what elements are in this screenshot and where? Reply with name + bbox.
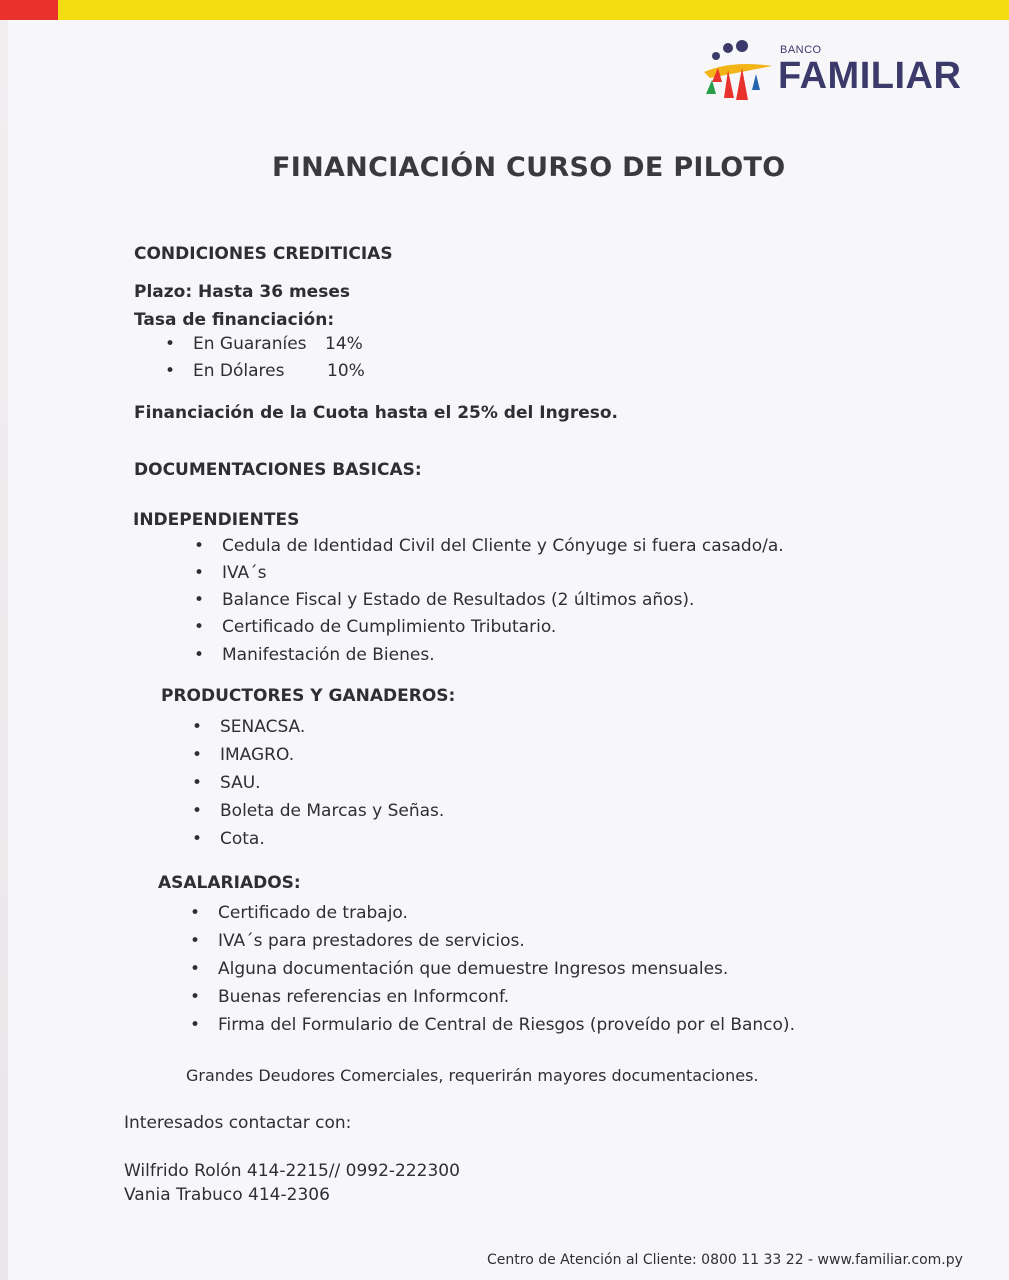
list-item: • Cota. (220, 829, 265, 849)
docs-heading: DOCUMENTACIONES BASICAS: (134, 460, 422, 480)
top-red-band (0, 0, 58, 20)
top-color-band (0, 0, 1009, 20)
list-item: • Manifestación de Bienes. (222, 645, 435, 665)
list-item: • Certificado de Cumplimiento Tributario. (222, 617, 556, 637)
contact-heading: Interesados contactar con: (124, 1113, 352, 1133)
conditions-heading: CONDICIONES CREDITICIAS (134, 244, 393, 264)
banco-familiar-logo (702, 38, 962, 110)
rate-value: 10% (327, 361, 365, 381)
list-item: • Firma del Formulario de Central de Riesgos (proveído por el Banco). (218, 1015, 795, 1035)
list-item: • Alguna documentación que demuestre Ingresos mensuales. (218, 959, 728, 979)
rate-label: En Guaraníes (193, 334, 307, 354)
footer-contact: Centro de Atención al Cliente: 0800 11 33 22 - www.familiar.com.py (487, 1252, 963, 1268)
page-edge (0, 20, 8, 1280)
contact-person: Wilfrido Rolón 414-2215// 0992-222300 (124, 1161, 460, 1181)
productores-heading: PRODUCTORES Y GANADEROS: (161, 686, 456, 706)
list-item: • Certificado de trabajo. (218, 903, 408, 923)
rate-item (193, 334, 307, 354)
list-item: • Boleta de Marcas y Señas. (220, 801, 444, 821)
list-item: • Buenas referencias en Informconf. (218, 987, 509, 1007)
logo-name-text: FAMILIAR (778, 55, 962, 97)
list-item: • IMAGRO. (220, 745, 294, 765)
asalariados-heading: ASALARIADOS: (158, 873, 301, 893)
page-title: FINANCIACIÓN CURSO DE PILOTO (272, 152, 786, 183)
rate-value: 14% (325, 334, 363, 354)
list-item: • Cedula de Identidad Civil del Cliente y Cónyuge si fuera casado/a. (222, 536, 784, 556)
contact-person: Vania Trabuco 414-2306 (124, 1185, 330, 1205)
list-item: • IVA´s (222, 563, 267, 583)
rate-label: En Dólares (193, 361, 285, 381)
family-figures-icon (702, 38, 778, 108)
note-text: Grandes Deudores Comerciales, requerirán mayores documentaciones. (186, 1066, 759, 1085)
list-item: • Balance Fiscal y Estado de Resultados (2 últimos años). (222, 590, 694, 610)
rate-item (193, 361, 284, 381)
list-item: • SAU. (220, 773, 261, 793)
plazo-text: Plazo: Hasta 36 meses (134, 282, 350, 302)
cuota-text: Financiación de la Cuota hasta el 25% del Ingreso. (134, 403, 619, 423)
list-item: • SENACSA. (220, 717, 305, 737)
tasa-heading: Tasa de financiación: (134, 310, 335, 330)
independientes-heading: INDEPENDIENTES (133, 510, 300, 530)
list-item: • IVA´s para prestadores de servicios. (218, 931, 525, 951)
logo-banco-text: BANCO (780, 44, 822, 56)
